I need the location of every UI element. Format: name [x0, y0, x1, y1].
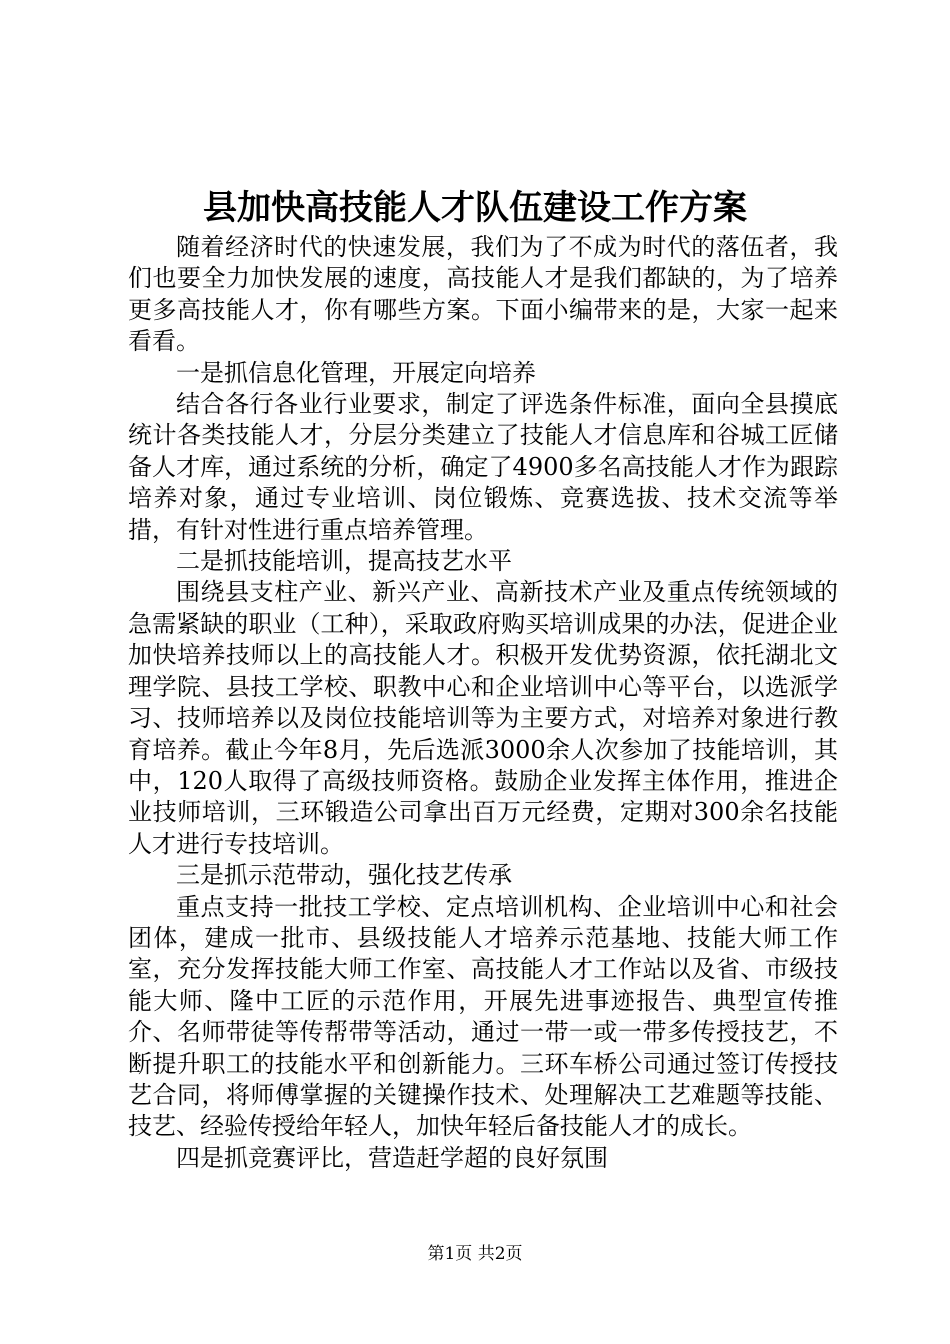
- section-paragraph-1: 结合各行各业行业要求，制定了评选条件标准，面向全县摸底统计各类技能人才，分层分类建立了技能人才信息库和谷城工匠储备人才库，通过系统的分析，确定了4900多名高技能人才作为跟踪培养对象，通过专业培训、岗位锻炼、竞赛选拔、技术交流等举措，有针对性进行重点培养管理。: [128, 390, 838, 544]
- section-paragraph-2: 围绕县支柱产业、新兴产业、高新技术产业及重点传统领域的急需紧缺的职业（工种），采取政府购买培训成果的办法，促进企业加快培养技师以上的高技能人才。积极开发优势资源，依托湖北文理学院、县技工学校、职教中心和企业培训中心等平台，以选派学习、技师培养以及岗位技能培训等为主要方式，对培养对象进行教育培养。截止今年8月，先后选派3000余人次参加了技能培训，其中，120人取得了高级技师资格。鼓励企业发挥主体作用，推进企业技师培训，三环锻造公司拿出百万元经费，定期对300余名技能人才进行专技培训。: [128, 578, 838, 858]
- section-heading-3: 三是抓示范带动，强化技艺传承: [176, 861, 512, 890]
- section-paragraph-3: 重点支持一批技工学校、定点培训机构、企业培训中心和社会团体，建成一批市、县级技能人才培养示范基地、技能大师工作室，充分发挥技能大师工作室、高技能人才工作站以及省、市级技能大师、隆中工匠的示范作用，开展先进事迹报告、典型宣传推介、名师带徒等传帮带等活动，通过一带一或一带多传授技艺，不断提升职工的技能水平和创新能力。三环车桥公司通过签订传授技艺合同，将师傅掌握的关键操作技术、处理解决工艺难题等技能、技艺、经验传授给年轻人，加快年轻后备技能人才的成长。: [128, 892, 838, 1141]
- document-title: 县加快高技能人才队伍建设工作方案: [203, 188, 747, 228]
- page-number-footer: 第1页 共2页: [427, 1244, 523, 1264]
- section-heading-2: 二是抓技能培训，提高技艺水平: [176, 547, 512, 576]
- section-heading-1: 一是抓信息化管理，开展定向培养: [176, 358, 536, 387]
- intro-paragraph: 随着经济时代的快速发展，我们为了不成为时代的落伍者，我们也要全力加快发展的速度，高技能人才是我们都缺的，为了培养更多高技能人才，你有哪些方案。下面小编带来的是，大家一起来看看。: [128, 233, 838, 356]
- document-body: [128, 232, 838, 1174]
- section-heading-4: 四是抓竞赛评比，营造赶学超的良好氛围: [176, 1143, 608, 1172]
